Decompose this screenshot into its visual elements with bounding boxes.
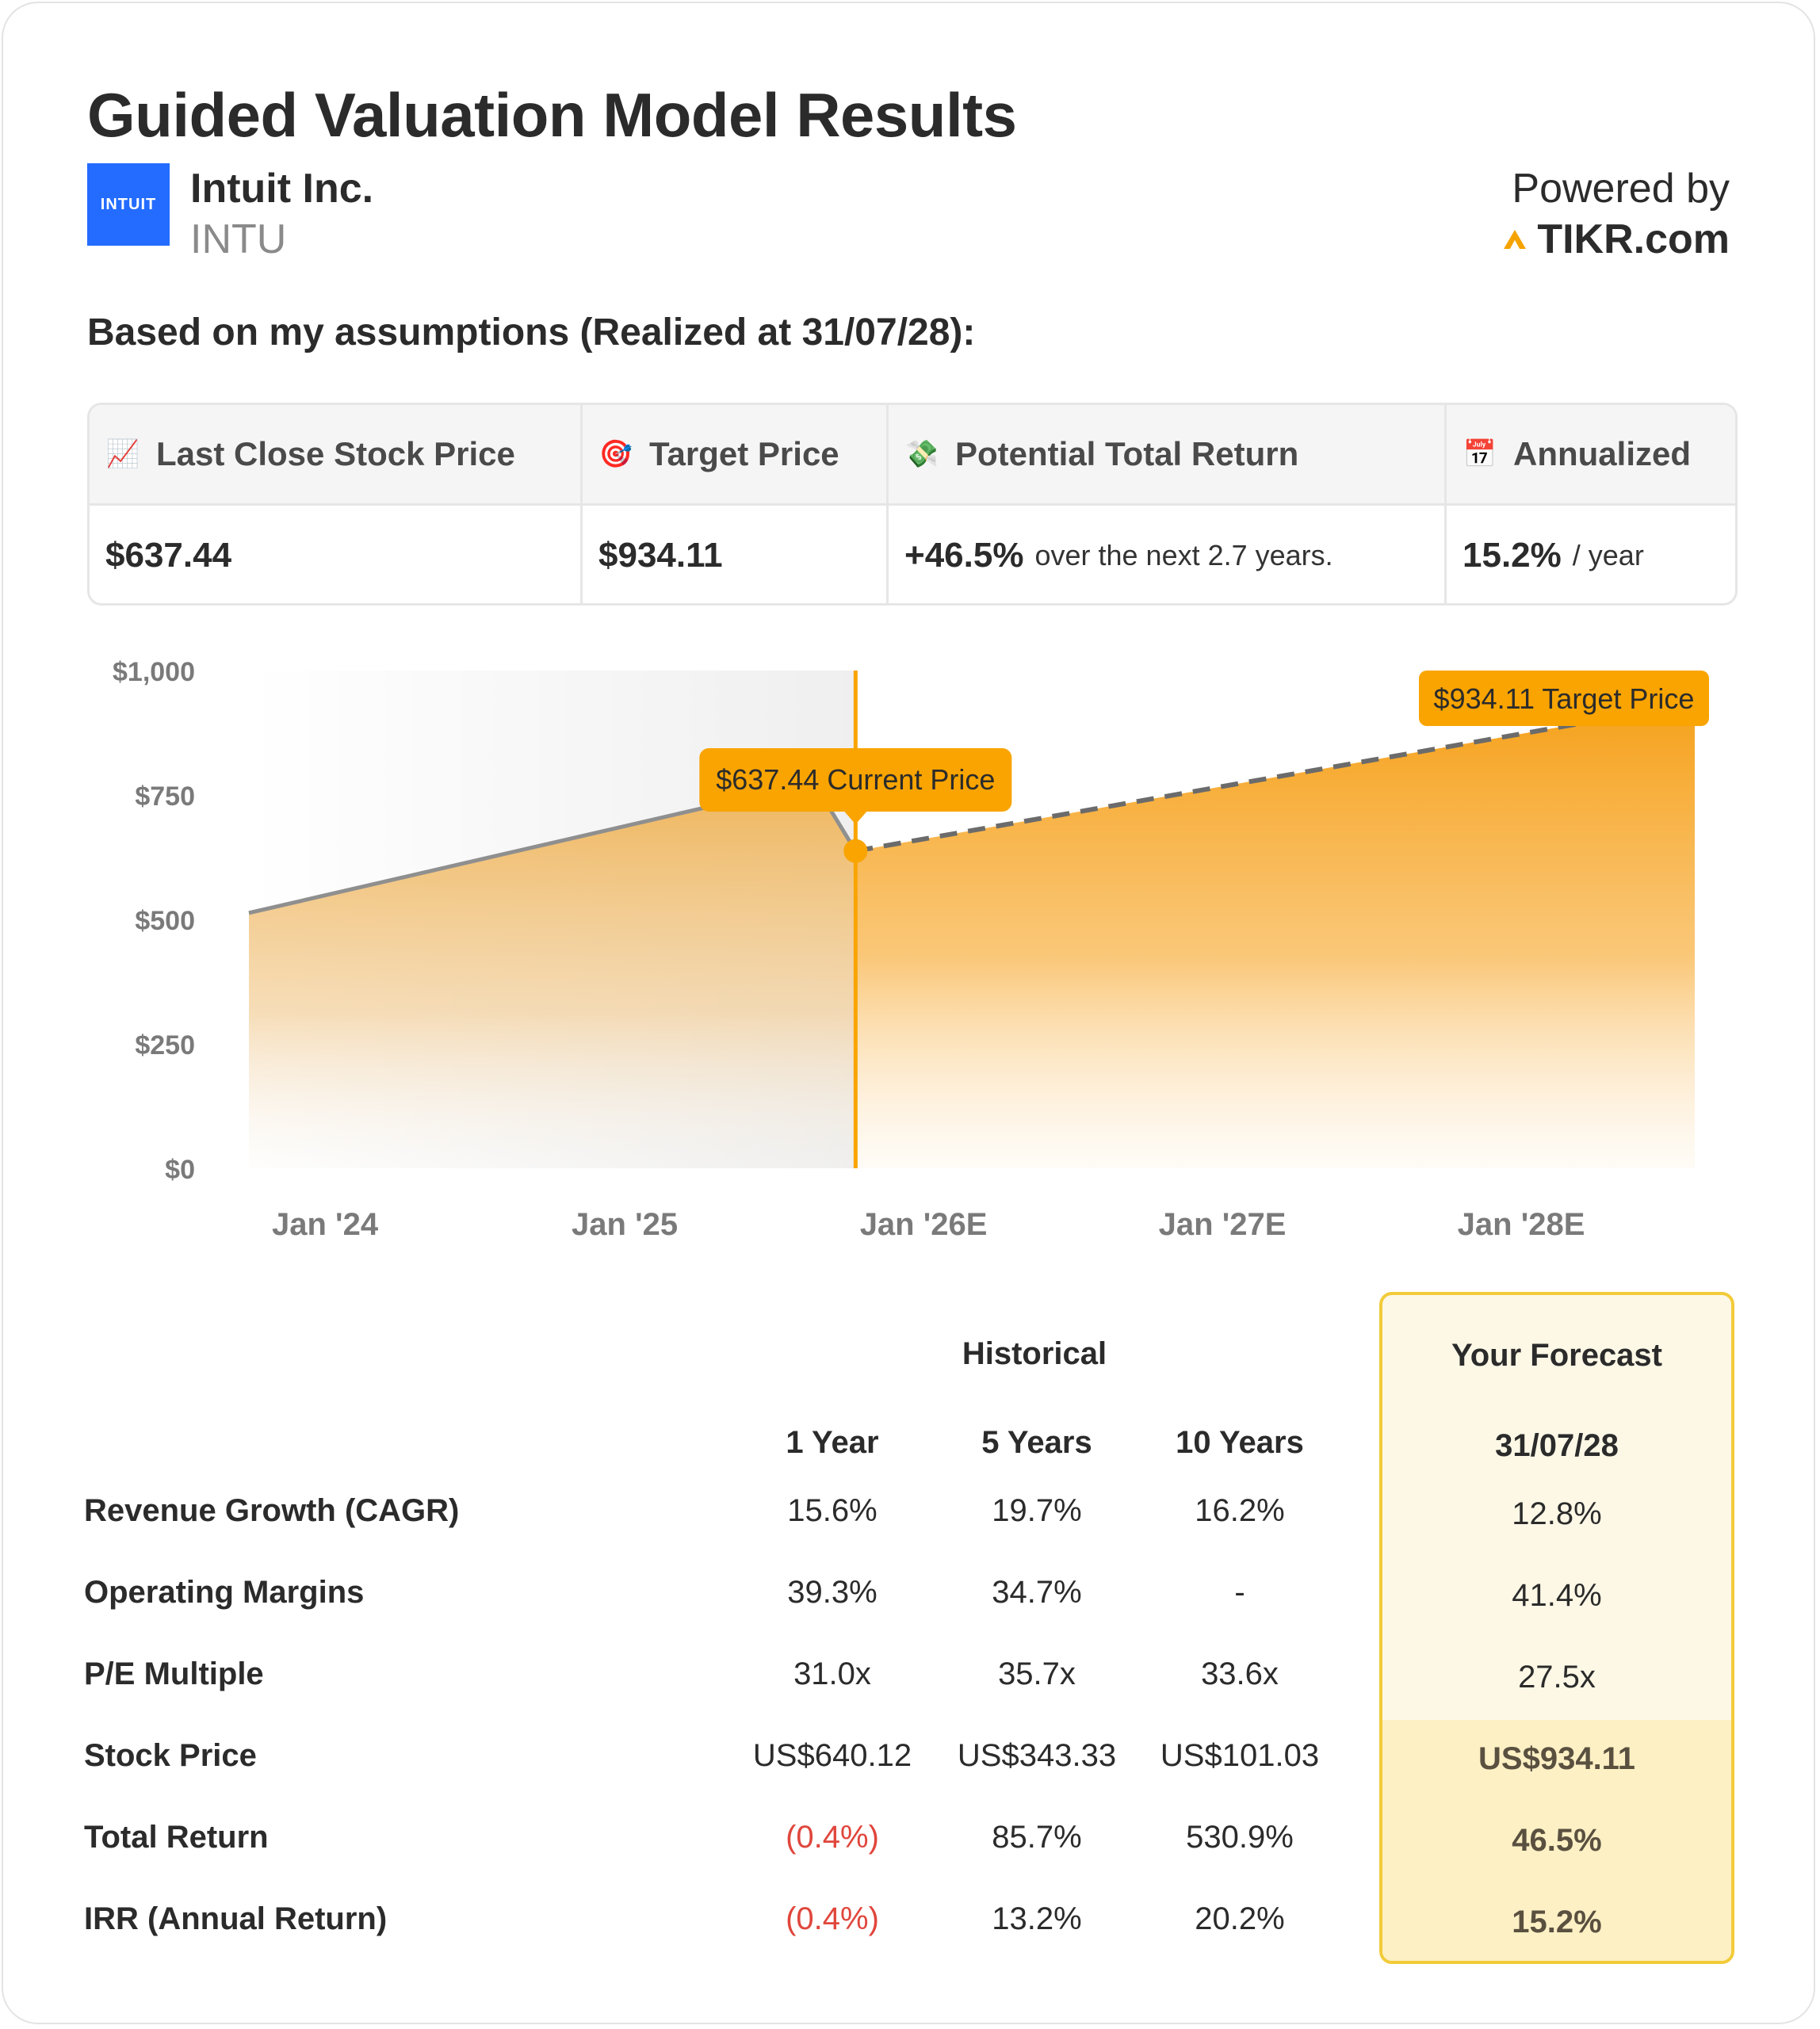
money-wings-icon: 💸 <box>904 439 939 469</box>
summary-header-last-close <box>90 405 583 503</box>
row-label: IRR (Annual Return) <box>84 1901 388 1936</box>
table-cell: 13.2% <box>992 1901 1082 1936</box>
forecast-panel <box>1379 1292 1734 1964</box>
table-cell: 35.7x <box>998 1656 1076 1691</box>
table-cell: 20.2% <box>1195 1901 1285 1936</box>
y-tick-label: $250 <box>135 1030 195 1060</box>
brand-name: TIKR.com <box>1537 216 1730 262</box>
table-cell: US$343.33 <box>957 1738 1117 1773</box>
table-cell: US$101.03 <box>1160 1738 1320 1773</box>
x-tick-label: Jan '25 <box>572 1207 679 1242</box>
calendar-icon: 📅 <box>1462 439 1497 469</box>
col-10-years: 10 Years <box>1176 1425 1304 1460</box>
forecast-cell: 46.5% <box>1512 1823 1602 1858</box>
row-label: Stock Price <box>84 1738 257 1773</box>
summary-header-annualized <box>1447 405 1735 503</box>
annualized-note: / year <box>1572 539 1644 571</box>
forecast-cell: 12.8% <box>1512 1496 1602 1531</box>
col-5-years: 5 Years <box>981 1425 1092 1460</box>
col-1-year: 1 Year <box>786 1425 879 1460</box>
table-cell: (0.4%) <box>786 1901 879 1936</box>
x-tick-label: Jan '28E <box>1457 1207 1585 1242</box>
summary-header-label: Last Close Stock Price <box>156 435 515 472</box>
y-tick-label: $0 <box>165 1155 195 1185</box>
x-tick-label: Jan '24 <box>272 1207 379 1242</box>
table-cell: US$640.12 <box>752 1738 912 1773</box>
table-cell: 34.7% <box>992 1575 1082 1610</box>
y-tick-label: $1,000 <box>113 657 195 687</box>
summary-value-row <box>90 506 1735 604</box>
table-cell: 33.6x <box>1201 1656 1279 1691</box>
summary-table <box>87 403 1738 606</box>
table-cell: 530.9% <box>1186 1820 1294 1855</box>
target-price-value: $934.11 <box>583 506 889 606</box>
summary-header-label: Potential Total Return <box>955 435 1299 472</box>
total-return-value <box>889 506 1447 606</box>
summary-header-label: Annualized <box>1513 435 1692 472</box>
row-label: Revenue Growth (CAGR) <box>84 1493 460 1528</box>
y-tick-label: $500 <box>135 906 195 936</box>
summary-header-row <box>90 405 1735 506</box>
target-icon: 🎯 <box>598 439 633 469</box>
forecast-cell: 41.4% <box>1512 1578 1602 1613</box>
table-cell: 16.2% <box>1195 1493 1285 1528</box>
table-cell: 85.7% <box>992 1820 1082 1855</box>
table-cell: - <box>1234 1575 1245 1610</box>
summary-header-total-return <box>889 405 1447 503</box>
col-forecast-date: 31/07/28 <box>1495 1428 1619 1463</box>
table-cell: 19.7% <box>992 1493 1082 1528</box>
company-name: Intuit Inc. <box>190 166 374 212</box>
chart-increasing-icon: 📈 <box>105 439 140 469</box>
historical-header: Historical <box>962 1336 1107 1371</box>
page-title: Guided Valuation Model Results <box>87 80 1017 150</box>
company-ticker: INTU <box>190 216 287 262</box>
forecast-cell: 15.2% <box>1512 1905 1602 1939</box>
price-chart <box>0 634 1820 1268</box>
total-return-pct: +46.5% <box>904 536 1024 575</box>
table-cell: 15.6% <box>787 1493 878 1528</box>
total-return-note: over the next 2.7 years. <box>1034 539 1333 571</box>
row-label: Total Return <box>84 1820 269 1855</box>
assumptions-heading: Based on my assumptions (Realized at 31/07/28): <box>87 311 976 353</box>
y-tick-label: $750 <box>135 781 195 812</box>
table-cell: (0.4%) <box>786 1820 879 1855</box>
forecast-cell: US$934.11 <box>1478 1741 1635 1776</box>
table-cell: 39.3% <box>787 1575 878 1610</box>
table-cell: 31.0x <box>793 1656 871 1691</box>
current-price-point <box>843 839 867 863</box>
current-price-label: $637.44 Current Price <box>716 763 996 796</box>
logo-text: INTUIT <box>100 195 157 213</box>
x-tick-label: Jan '26E <box>859 1207 988 1242</box>
row-label: Operating Margins <box>84 1575 365 1610</box>
last-close-value: $637.44 <box>90 506 583 606</box>
forecast-cell: 27.5x <box>1518 1660 1596 1695</box>
x-tick-label: Jan '27E <box>1158 1207 1287 1242</box>
summary-header-target <box>583 405 889 503</box>
powered-by-label: Powered by <box>1512 166 1730 212</box>
summary-header-label: Target Price <box>649 435 839 472</box>
annualized-value <box>1447 506 1735 606</box>
target-price-label: $934.11 Target Price <box>1433 682 1695 715</box>
company-logo <box>87 163 170 246</box>
row-label: P/E Multiple <box>84 1656 264 1691</box>
forecast-header: Your Forecast <box>1451 1338 1662 1373</box>
tikr-logo-icon <box>1502 227 1528 252</box>
brand-link[interactable] <box>1502 216 1730 263</box>
annualized-pct: 15.2% <box>1462 536 1562 575</box>
